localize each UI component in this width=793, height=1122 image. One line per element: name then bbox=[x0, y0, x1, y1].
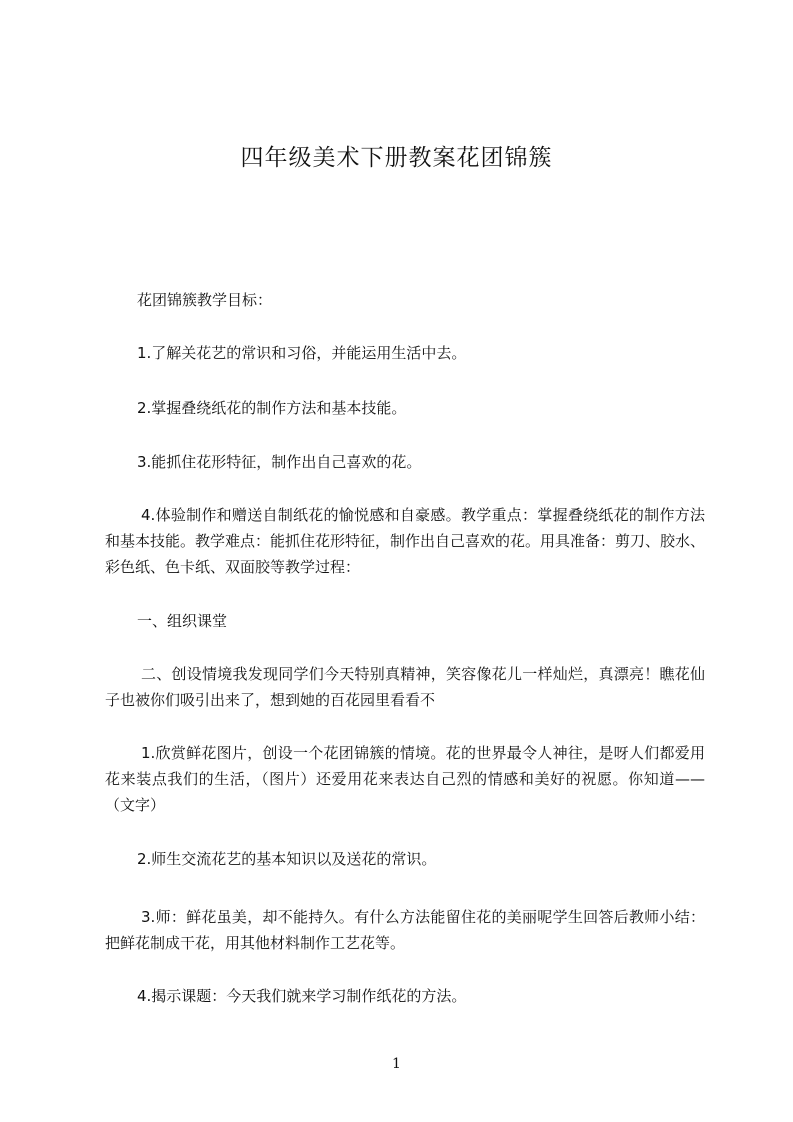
paragraph-objectives-heading: 花团锦簇教学目标： bbox=[137, 291, 273, 309]
paragraph-objective-1: 1.了解关花艺的常识和习俗，并能运用生活中去。 bbox=[137, 344, 467, 362]
paragraph-step-2: 2.师生交流花艺的基本知识以及送花的常识。 bbox=[137, 850, 437, 868]
paragraph-objective-4: 4.体验制作和赠送自制纸花的愉悦感和自豪感。教学重点：掌握叠绕纸花的制作方法和基本技能。教学难点：能抓住花形特征，制作出自己喜欢的花。用具准备：剪刀、胶水、彩色纸、色卡纸、双面胶等教学过程： bbox=[105, 506, 706, 576]
paragraph-step-4: 4.揭示课题：今天我们就来学习制作纸花的方法。 bbox=[137, 987, 467, 1005]
page-number: 1 bbox=[392, 1056, 401, 1072]
document-title: 四年级美术下册教案花团锦簇 bbox=[240, 145, 553, 171]
paragraph-objective-2: 2.掌握叠绕纸花的制作方法和基本技能。 bbox=[137, 399, 407, 417]
paragraph-section-2: 二、创设情境我发现同学们今天特别真精神，笑容像花儿一样灿烂，真漂亮！瞧花仙子也被你们吸引出来了，想到她的百花园里看看不 bbox=[105, 665, 705, 709]
paragraph-section-1: 一、组织课堂 bbox=[137, 612, 228, 630]
paragraph-objective-3: 3.能抓住花形特征，制作出自己喜欢的花。 bbox=[137, 453, 422, 471]
paragraph-step-3: 3.师：鲜花虽美，却不能持久。有什么方法能留住花的美丽呢学生回答后教师小结：把鲜花制成干花，用其他材料制作工艺花等。 bbox=[105, 908, 705, 952]
paragraph-step-1: 1.欣赏鲜花图片，创设一个花团锦簇的情境。花的世界最令人神往，是呀人们都爱用花来装点我们的生活，（图片）还爱用花来表达自己烈的情感和美好的祝愿。你知道——（文字） bbox=[105, 744, 705, 814]
